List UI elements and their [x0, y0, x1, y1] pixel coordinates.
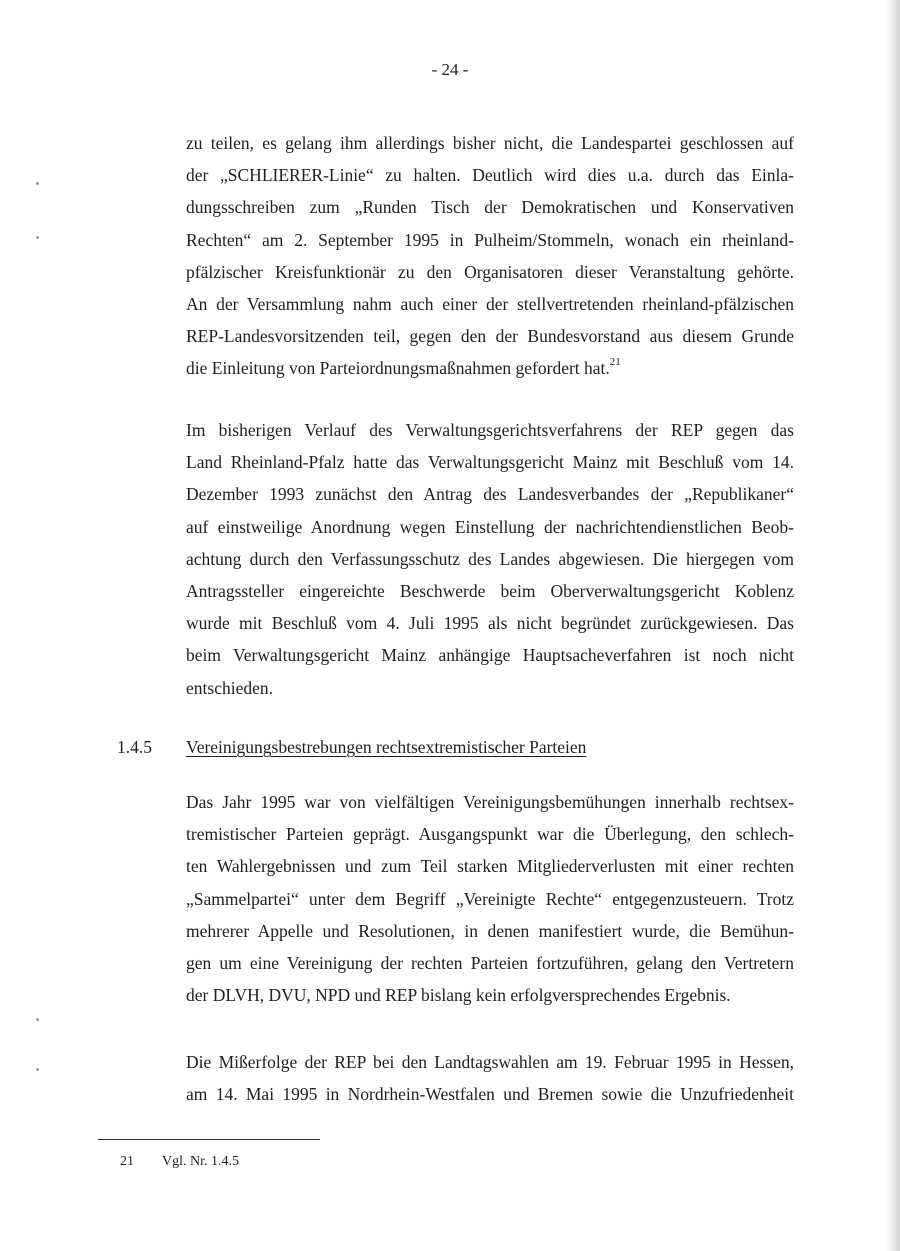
page-number: - 24 - — [431, 60, 469, 79]
text-line: Dezember 1993 zunächst den Antrag des Landesverbandes der „Republikaner“ — [186, 484, 794, 505]
paragraph-3 — [186, 786, 794, 1011]
section-title: Vereinigungsbestrebungen rechtsextremistischer Parteien — [186, 737, 587, 757]
text-line: mehrerer Appelle und Resolutionen, in denen manifestiert wurde, die Bemühun- — [186, 920, 794, 941]
footnote-text: Vgl. Nr. 1.4.5 — [162, 1154, 239, 1169]
text-line: auf einstweilige Anordnung wegen Einstellung der nachrichtendienstlichen Beob- — [186, 516, 794, 537]
text-line: dungsschreiben zum „Runden Tisch der Demokratischen und Konservativen — [186, 197, 794, 218]
text-line: Land Rheinland-Pfalz hatte das Verwaltungsgericht Mainz mit Beschluß vom 14. — [186, 452, 794, 473]
text-line: der DLVH, DVU, NPD und REP bislang kein erfolgversprechendes Ergebnis. — [186, 985, 731, 1006]
text-line-with-footnote — [186, 352, 794, 384]
text-line: wurde mit Beschluß vom 4. Juli 1995 als nicht begründet zurückgewiesen. Das — [186, 613, 794, 634]
text-line: Im bisherigen Verlauf des Verwaltungsgerichtsverfahrens der REP gegen das — [186, 420, 794, 440]
text-line: REP-Landesvorsitzenden teil, gegen den der Bundesvorstand aus diesem Grunde — [186, 326, 794, 347]
text-line: Antragssteller eingereichte Beschwerde beim Oberverwaltungsgericht Koblenz — [186, 581, 794, 602]
text-line: achtung durch den Verfassungsschutz des Landes abgewiesen. Die hiergegen vom — [186, 548, 794, 569]
text-line: gen um eine Vereinigung der rechten Parteien fortzuführen, gelang den Vertretern — [186, 953, 794, 974]
text-line: der „SCHLIERER-Linie“ zu halten. Deutlich wird dies u.a. durch das Einla- — [186, 165, 794, 186]
scan-edge-shadow — [886, 0, 900, 1251]
text-line: die Einleitung von Parteiordnungsmaßnahmen gefordert hat. — [186, 358, 610, 379]
text-line: tremistischer Parteien geprägt. Ausgangspunkt war die Überlegung, den schlech- — [186, 824, 794, 845]
scan-speck — [36, 1018, 39, 1021]
text-line: Rechten“ am 2. September 1995 in Pulheim/Stommeln, wonach ein rheinland- — [186, 229, 794, 250]
footnote-reference: 21 — [609, 356, 621, 369]
paragraph-1 — [186, 127, 794, 385]
paragraph-4 — [186, 1046, 794, 1110]
text-line: zu teilen, es gelang ihm allerdings bisher nicht, die Landespartei geschlossen auf — [186, 133, 794, 153]
text-line: entschieden. — [186, 677, 273, 698]
text-line: Die Mißerfolge der REP bei den Landtagswahlen am 19. Februar 1995 in Hessen, — [186, 1052, 794, 1072]
paragraph-2 — [186, 414, 794, 704]
scan-speck — [36, 1068, 39, 1071]
text-line: An der Versammlung nahm auch einer der stellvertretenden rheinland-pfälzischen — [186, 294, 794, 315]
text-line: ten Wahlergebnissen und zum Teil starken Mitgliederverlusten mit einer rechten — [186, 856, 794, 877]
text-line: am 14. Mai 1995 in Nordrhein-Westfalen und Bremen sowie die Unzufriedenheit — [186, 1084, 794, 1105]
text-line: Das Jahr 1995 war von vielfältigen Vereinigungsbemühungen innerhalb rechtsex- — [186, 792, 794, 812]
footnote-number: 21 — [120, 1154, 134, 1169]
section-number: 1.4.5 — [117, 737, 152, 757]
scan-speck — [36, 182, 39, 185]
footnote-separator — [98, 1139, 320, 1140]
text-line: pfälzischer Kreisfunktionär zu den Organisatoren dieser Veranstaltung gehörte. — [186, 261, 794, 282]
text-line: „Sammelpartei“ unter dem Begriff „Vereinigte Rechte“ entgegenzusteuern. Trotz — [186, 888, 794, 909]
text-line: beim Verwaltungsgericht Mainz anhängige Hauptsacheverfahren ist noch nicht — [186, 645, 794, 666]
scan-speck — [36, 236, 39, 239]
